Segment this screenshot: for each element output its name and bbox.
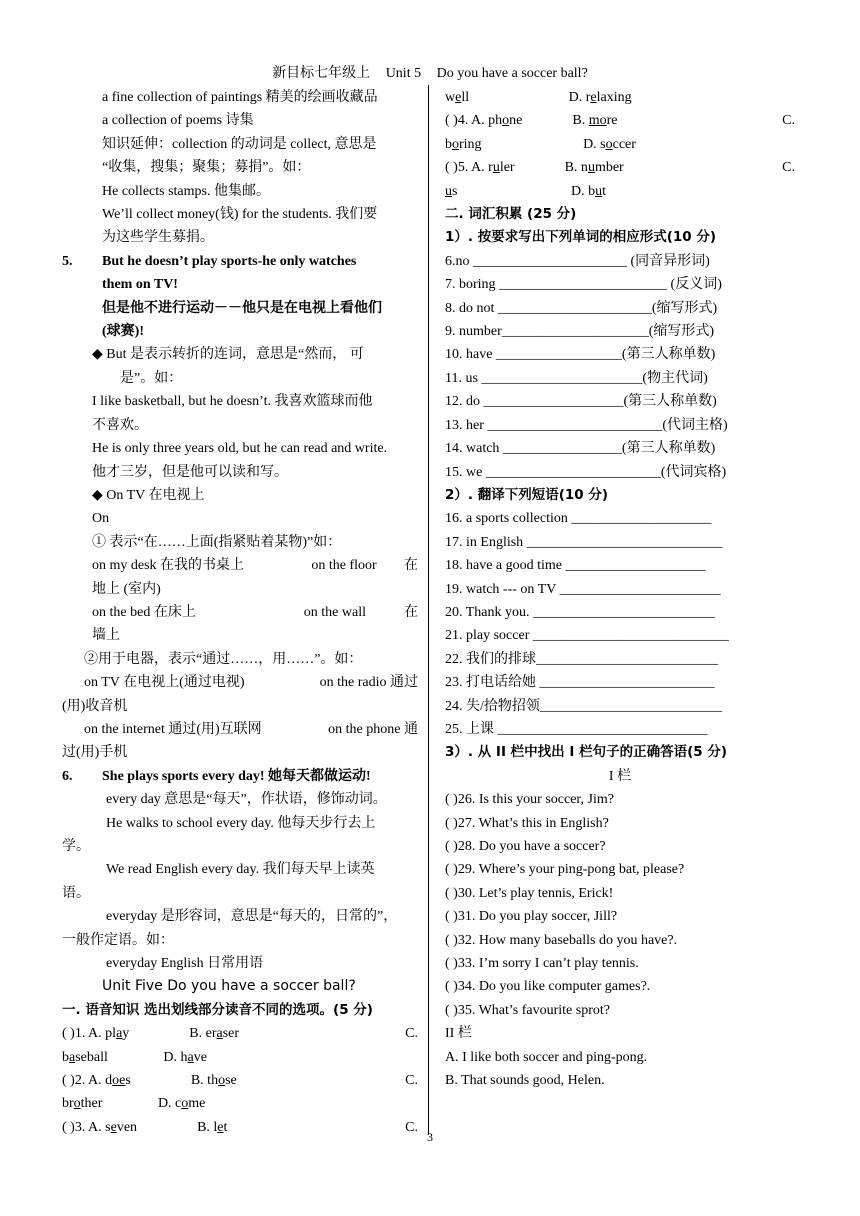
sentence-5 xyxy=(62,250,418,273)
header-book: 新目标七年级上 xyxy=(272,66,371,81)
text-line: every day 意思是“每天”，作状语，修饰动词。 xyxy=(106,792,387,808)
question-1 xyxy=(62,1022,418,1045)
option-d: D. have xyxy=(163,1049,207,1065)
text-line xyxy=(62,554,418,577)
example-internet: on the internet 通过(用)互联网 xyxy=(84,721,262,737)
header-title: Do you have a soccer ball? xyxy=(436,66,588,81)
answer-item: A. I like both soccer and ping-pong. xyxy=(445,1049,648,1065)
option-a: ( )2. A. does xyxy=(62,1073,131,1089)
phrase-item: 23. 打电话给她 _________________________ xyxy=(445,675,715,691)
sentence-6 xyxy=(62,765,418,788)
section-heading: 一. 语音知识 选出划线部分读音不同的选项。(5 分) xyxy=(62,1001,373,1018)
item-number: 5. xyxy=(62,253,73,269)
option-a: ( )5. A. ruler xyxy=(445,160,515,176)
text-line: 知识延伸：collection 的动词是 collect, 意思是 xyxy=(102,136,377,152)
word-item: 9. number_____________________(缩写形式) xyxy=(445,324,715,340)
text-line: them on TV! xyxy=(102,277,178,293)
text-line: We’ll collect money(钱) for the students. 我们要 xyxy=(102,207,378,223)
text-line: (用)收音机 xyxy=(62,698,128,714)
phrase-item: 16. a sports collection ____________________ xyxy=(445,511,712,527)
question-item: ( )30. Let’s play tennis, Erick! xyxy=(445,885,614,901)
right-column xyxy=(445,86,795,1092)
section-heading: 二. 词汇积累 (25 分) xyxy=(445,206,577,223)
text-line: everyday 是形容词，意思是“每天的，日常的”， xyxy=(106,909,398,925)
text-line: a fine collection of paintings 精美的绘画收藏品 xyxy=(102,90,378,105)
option-c: baseball xyxy=(62,1049,108,1065)
phrase-item: 19. watch --- on TV _______________________ xyxy=(445,581,721,597)
option-a: ( )1. A. play xyxy=(62,1026,130,1042)
phrase-item: 18. have a good time ____________________ xyxy=(445,558,706,574)
column-two-label: II 栏 xyxy=(445,1026,472,1042)
phrase-item: 17. in English ____________________________ xyxy=(445,534,723,550)
text-line xyxy=(62,718,418,741)
words-list xyxy=(445,250,795,484)
text-line: 他才三岁，但是他可以读和写。 xyxy=(92,464,288,480)
question-1-cont xyxy=(62,1046,418,1069)
question-item: ( )27. What’s this in English? xyxy=(445,815,609,831)
option-d: D. relaxing xyxy=(568,90,632,105)
column-one-label: I 栏 xyxy=(608,768,632,784)
text-line: ②用于电器，表示“通过……，用……”。如： xyxy=(84,651,363,667)
text-line: a collection of poems 诗集 xyxy=(102,113,254,129)
option-c: well xyxy=(445,90,470,105)
answers-list xyxy=(445,1046,795,1093)
text-line: He collects stamps. 他集邮。 xyxy=(102,183,270,199)
question-5-cont xyxy=(445,180,795,203)
sentence-text: But he doesn’t play sports-he only watches xyxy=(102,253,357,269)
option-c-label: C. xyxy=(405,1026,418,1042)
question-2-cont xyxy=(62,1092,418,1115)
item-number: 6. xyxy=(62,768,73,784)
phrase-item: 22. 我们的排球__________________________ xyxy=(445,651,718,667)
option-c-label: C. xyxy=(782,160,795,176)
question-2 xyxy=(62,1069,418,1092)
text-line: everyday English 日常用语 xyxy=(106,956,264,972)
word-item: 12. do ____________________(第三人称单数) xyxy=(445,394,717,410)
option-c-label: C. xyxy=(405,1119,418,1135)
text-line: We read English every day. 我们每天早上读英 xyxy=(106,862,375,878)
example-tv: on TV 在电视上(通过电视) xyxy=(84,675,245,691)
question-item: ( )28. Do you have a soccer? xyxy=(445,839,606,854)
word-item: 14. watch _________________(第三人称单数) xyxy=(445,441,716,457)
question-4-cont xyxy=(445,133,795,156)
text-line: 过(用)手机 xyxy=(62,745,128,761)
questions-list xyxy=(445,788,795,1022)
text-line: ◆ On TV 在电视上 xyxy=(92,487,205,503)
text-line: 墙上 xyxy=(92,628,120,644)
word-item: 15. we _________________________(代词宾格) xyxy=(445,464,727,480)
word-item: 8. do not ______________________(缩写形式) xyxy=(445,300,718,316)
text-line: I like basketball, but he doesn’t. 我喜欢篮球而他 xyxy=(92,394,373,410)
text-line: He is only three years old, but he can read and write. xyxy=(92,441,388,457)
unit-title: Unit Five Do you have a soccer ball? xyxy=(102,978,356,995)
option-c: boring xyxy=(445,136,482,152)
option-c: brother xyxy=(62,1096,103,1112)
phrase-item: 21. play soccer ____________________________ xyxy=(445,628,729,644)
text-line xyxy=(62,671,418,694)
phrase-item: 24. 失/拾物招领__________________________ xyxy=(445,698,722,714)
option-b: B. let xyxy=(197,1119,228,1135)
option-b: B. eraser xyxy=(189,1026,240,1042)
question-3-cont xyxy=(445,86,795,109)
option-c: us xyxy=(445,183,458,199)
text-line: 学。 xyxy=(62,839,90,854)
example-wall-zh: 在 xyxy=(403,604,418,620)
question-item: ( )26. Is this your soccer, Jim? xyxy=(445,792,614,808)
text-line: 地上 (室内) xyxy=(92,581,161,597)
column-divider xyxy=(428,85,429,1135)
text-line: 语。 xyxy=(62,885,90,901)
text-line: 但是他不进行运动－－他只是在电视上看他们 xyxy=(102,300,382,316)
text-line: 是”。如： xyxy=(120,370,183,386)
example-floor-zh: 在 xyxy=(403,558,418,574)
question-item: ( )34. Do you like computer games?. xyxy=(445,979,651,995)
option-d: D. but xyxy=(570,183,606,199)
subsection-heading: 3）. 从 II 栏中找出 I 栏句子的正确答语(5 分) xyxy=(445,744,728,761)
question-item: ( )29. Where’s your ping-pong bat, please? xyxy=(445,862,685,878)
text-line: ◆ But 是表示转折的连词，意思是“然而， 可 xyxy=(92,347,364,363)
text-line: On xyxy=(92,511,110,527)
text-line: He walks to school every day. 他每天步行去上 xyxy=(106,815,376,831)
example-floor: on the floor xyxy=(311,558,377,574)
word-item: 11. us _______________________(物主代词) xyxy=(445,370,708,386)
left-column xyxy=(62,86,418,1139)
option-b: B. those xyxy=(190,1073,237,1089)
page-number: 3 xyxy=(427,1130,433,1144)
option-d: D. soccer xyxy=(583,136,636,152)
example-bed: on the bed 在床上 xyxy=(92,604,196,620)
text-line: “收集，搜集；聚集；募捐”。如： xyxy=(102,160,311,176)
option-c-label: C. xyxy=(782,113,795,129)
option-b: B. number xyxy=(564,160,624,176)
option-c-label: C. xyxy=(405,1073,418,1089)
question-5 xyxy=(445,156,795,179)
example-desk: on my desk 在我的书桌上 xyxy=(92,558,245,574)
example-phone: on the phone 通 xyxy=(328,721,418,737)
text-line xyxy=(62,601,418,624)
word-item: 10. have __________________(第三人称单数) xyxy=(445,347,716,363)
header-unit: Unit 5 xyxy=(385,66,422,81)
example-wall: on the wall xyxy=(303,604,367,620)
question-item: ( )35. What’s favourite sprot? xyxy=(445,1002,610,1018)
option-a: ( )3. A. seven xyxy=(62,1119,138,1135)
text-line: 为这些学生募捐。 xyxy=(102,230,214,246)
subsection-heading: 1）. 按要求写出下列单词的相应形式(10 分) xyxy=(445,229,717,246)
phrase-item: 20. Thank you. __________________________ xyxy=(445,604,716,620)
question-item: ( )32. How many baseballs do you have?. xyxy=(445,932,678,948)
phrase-item: 25. 上课 ______________________________ xyxy=(445,721,708,737)
question-item: ( )33. I’m sorry I can’t play tennis. xyxy=(445,956,639,972)
question-item: ( )31. Do you play soccer, Jill? xyxy=(445,909,618,925)
question-4 xyxy=(445,109,795,132)
word-item: 6.no ______________________ (同音异形词) xyxy=(445,253,710,269)
example-radio: on the radio 通过 xyxy=(319,675,418,691)
option-d: D. come xyxy=(157,1096,206,1112)
text-line: 不喜欢。 xyxy=(92,417,148,433)
word-item: 13. her _________________________(代词主格) xyxy=(445,417,728,433)
phrases-list xyxy=(445,507,795,741)
text-line: 一般作定语。如： xyxy=(62,932,174,948)
option-b: B. more xyxy=(572,113,618,129)
subsection-heading: 2）. 翻译下列短语(10 分) xyxy=(445,486,609,503)
page-header xyxy=(0,62,860,82)
text-line: (球赛)! xyxy=(102,324,144,340)
word-item: 7. boring ________________________ (反义词) xyxy=(445,277,722,293)
sentence-text: She plays sports every day! 她每天都做运动! xyxy=(102,768,371,784)
answer-item: B. That sounds good, Helen. xyxy=(445,1073,605,1089)
text-line: ① 表示“在……上面(指紧贴着某物)”如： xyxy=(92,534,342,550)
option-a: ( )4. A. phone xyxy=(445,113,523,129)
